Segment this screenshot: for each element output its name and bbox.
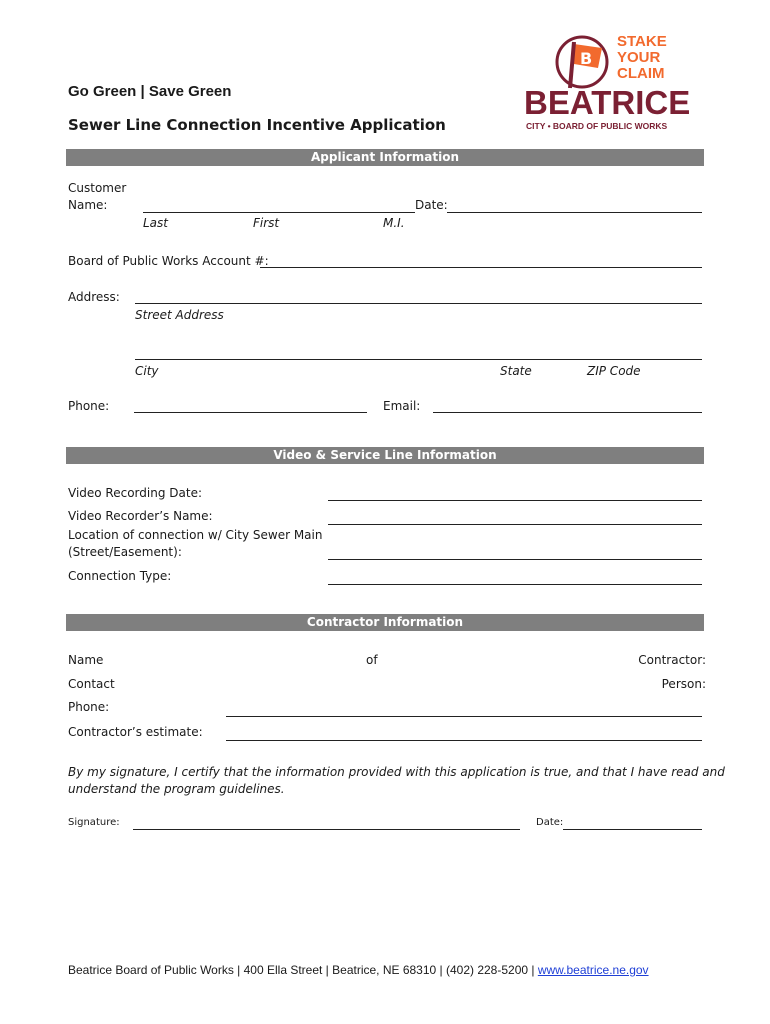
- logo-tagline-1: STAKE: [617, 33, 667, 50]
- address-label: Address:: [68, 290, 120, 304]
- phone-label: Phone:: [68, 399, 110, 413]
- logo-badge-letter: B: [580, 49, 593, 68]
- video-recording-date-label: Video Recording Date:: [68, 486, 202, 500]
- account-label: Board of Public Works Account #:: [68, 254, 269, 268]
- signature-date-field[interactable]: [563, 829, 702, 830]
- city-state-zip-field[interactable]: [135, 359, 702, 360]
- contractor-name-label-b: of: [366, 653, 378, 667]
- logo-tagline: [617, 34, 667, 82]
- location-label-1: Location of connection w/ City Sewer Main: [68, 528, 323, 542]
- email-field[interactable]: [433, 412, 702, 413]
- video-recorder-name-field[interactable]: [328, 524, 702, 525]
- logo-tagline-3: CLAIM: [617, 65, 665, 82]
- website-link[interactable]: www.beatrice.ne.gov: [537, 963, 649, 977]
- logo-tagline-2: YOUR: [617, 49, 661, 66]
- contractor-estimate-label: Contractor’s estimate:: [68, 725, 203, 739]
- heading-go-green: Go Green | Save Green: [68, 83, 232, 100]
- signature-field[interactable]: [133, 829, 520, 830]
- last-name-hint: Last: [143, 216, 168, 230]
- video-recording-date-field[interactable]: [328, 500, 702, 501]
- logo-name: BEATRICE: [524, 84, 691, 121]
- contractor-estimate-field[interactable]: [226, 740, 702, 741]
- signature-date-label: Date:: [536, 817, 564, 828]
- certification-text-2: understand the program guidelines.: [68, 782, 285, 796]
- phone-field[interactable]: [134, 412, 367, 413]
- stake-your-claim-badge-icon: [552, 32, 622, 92]
- contractor-name-label-a: Name: [68, 653, 104, 667]
- contractor-phone-field[interactable]: [226, 716, 702, 717]
- contact-person-label-a: Contact: [68, 677, 115, 691]
- location-field[interactable]: [328, 559, 702, 560]
- middle-initial-hint: M.I.: [383, 216, 405, 230]
- zip-hint: ZIP Code: [587, 364, 641, 378]
- location-label-2: (Street/Easement):: [68, 545, 182, 559]
- first-name-hint: First: [253, 216, 280, 230]
- contractor-name-label-c: Contractor:: [638, 653, 706, 667]
- street-address-hint: Street Address: [135, 308, 224, 322]
- footer-contact: Beatrice Board of Public Works | 400 Ella Street | Beatrice, NE 68310 | (402) 228-5200 |: [68, 963, 538, 977]
- signature-label: Signature:: [68, 817, 120, 828]
- state-hint: State: [500, 364, 532, 378]
- section-applicant-information: Applicant Information: [66, 149, 704, 166]
- video-recorder-name-label: Video Recorder’s Name:: [68, 509, 213, 523]
- connection-type-label: Connection Type:: [68, 569, 172, 583]
- email-label: Email:: [383, 399, 421, 413]
- customer-label-1: Customer: [68, 181, 127, 195]
- connection-type-field[interactable]: [328, 584, 702, 585]
- street-address-field[interactable]: [135, 303, 702, 304]
- page-title: Sewer Line Connection Incentive Application: [68, 116, 446, 134]
- contact-person-label-b: Person:: [661, 677, 706, 691]
- date-label: Date:: [415, 198, 448, 212]
- date-field[interactable]: [447, 212, 702, 213]
- logo-subtitle: CITY • BOARD OF PUBLIC WORKS: [526, 121, 668, 131]
- section-contractor-information: Contractor Information: [66, 614, 704, 631]
- customer-label-2: Name:: [68, 198, 108, 212]
- footer: [68, 963, 649, 977]
- beatrice-logo: [522, 30, 702, 135]
- account-number-field[interactable]: [260, 267, 702, 268]
- section-video-service-line: Video & Service Line Information: [66, 447, 704, 464]
- customer-name-field[interactable]: [143, 212, 415, 213]
- certification-text-1: By my signature, I certify that the information provided with this application is true, and that I have read and: [68, 765, 725, 779]
- city-hint: City: [135, 364, 159, 378]
- contractor-phone-label: Phone:: [68, 700, 110, 714]
